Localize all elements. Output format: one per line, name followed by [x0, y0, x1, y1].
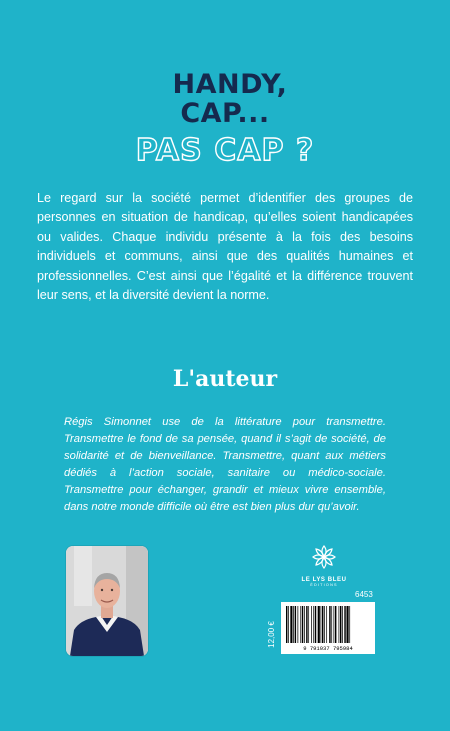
barcode-bar	[335, 606, 336, 643]
barcode-bar	[300, 606, 301, 643]
barcode-bar	[304, 606, 305, 643]
barcode-bar	[290, 606, 292, 643]
barcode	[281, 602, 375, 654]
barcode-bar	[349, 606, 350, 643]
publisher-subtitle: ÉDITIONS	[310, 583, 338, 587]
barcode-bar	[293, 606, 294, 643]
author-photo	[66, 546, 148, 656]
lily-flower-icon	[311, 544, 337, 570]
barcode-bar	[308, 606, 309, 643]
author-heading: L'auteur	[172, 366, 278, 392]
price-text: 12,00 €	[266, 620, 276, 648]
barcode-bar	[306, 606, 307, 643]
title-line-2: CAP...	[180, 98, 270, 129]
author-bio: Régis Simonnet use de la littérature pour transmettre. Transmettre le fond de sa pensée, quand il s’agit de société, de solidarité et de bienveillance. Transmettre, quant aux métiers dédiés à l’action sociale, sanitaire ou médico-sociale. Transmettre pour échanger, grandir et mieux vivre ensemble, dans notre monde difficile où être est bien plus dur qu’avoir.	[64, 416, 386, 513]
barcode-bar	[339, 606, 340, 643]
title-line-1: HANDY,	[172, 69, 288, 100]
barcode-bar	[340, 606, 341, 643]
barcode-bar	[311, 606, 312, 643]
barcode-bar	[346, 606, 348, 643]
barcode-bar	[334, 606, 335, 643]
barcode-bar	[315, 606, 316, 643]
book-summary: Le regard sur la société permet d’identifier des groupes de personnes en situation de handicap, qu’elles soient handicapées ou valides. Chaque individu présente à la fois des besoins individuels et communs, ainsi que des qualités humaines et professionnelles. C’est ainsi que l’égalité et la différence trouvent leur sens, et la diversité devient la norme.	[37, 191, 413, 303]
barcode-bar	[342, 606, 343, 643]
barcode-bar	[324, 606, 325, 643]
barcode-bar	[331, 606, 332, 643]
publisher-logo	[292, 544, 356, 587]
barcode-bar	[321, 606, 322, 643]
book-title	[0, 70, 450, 168]
barcode-bar	[313, 606, 314, 643]
barcode-bar	[329, 606, 330, 643]
isbn-digits: 9 791037 795984	[303, 645, 353, 652]
barcode-bar	[318, 606, 320, 643]
author-portrait-image	[66, 546, 148, 656]
barcode-bar	[326, 606, 327, 643]
barcode-bars	[281, 602, 375, 654]
barcode-bar	[286, 606, 287, 643]
barcode-bar	[344, 606, 345, 643]
title-line-3: PAS CAP ?	[135, 133, 315, 168]
barcode-bar	[302, 606, 303, 643]
barcode-bar	[295, 606, 296, 643]
barcode-code: 6453	[355, 590, 373, 599]
barcode-bar	[288, 606, 289, 643]
barcode-bar	[298, 606, 299, 643]
barcode-bar	[322, 606, 323, 643]
publisher-name: LE LYS BLEU	[301, 577, 347, 583]
